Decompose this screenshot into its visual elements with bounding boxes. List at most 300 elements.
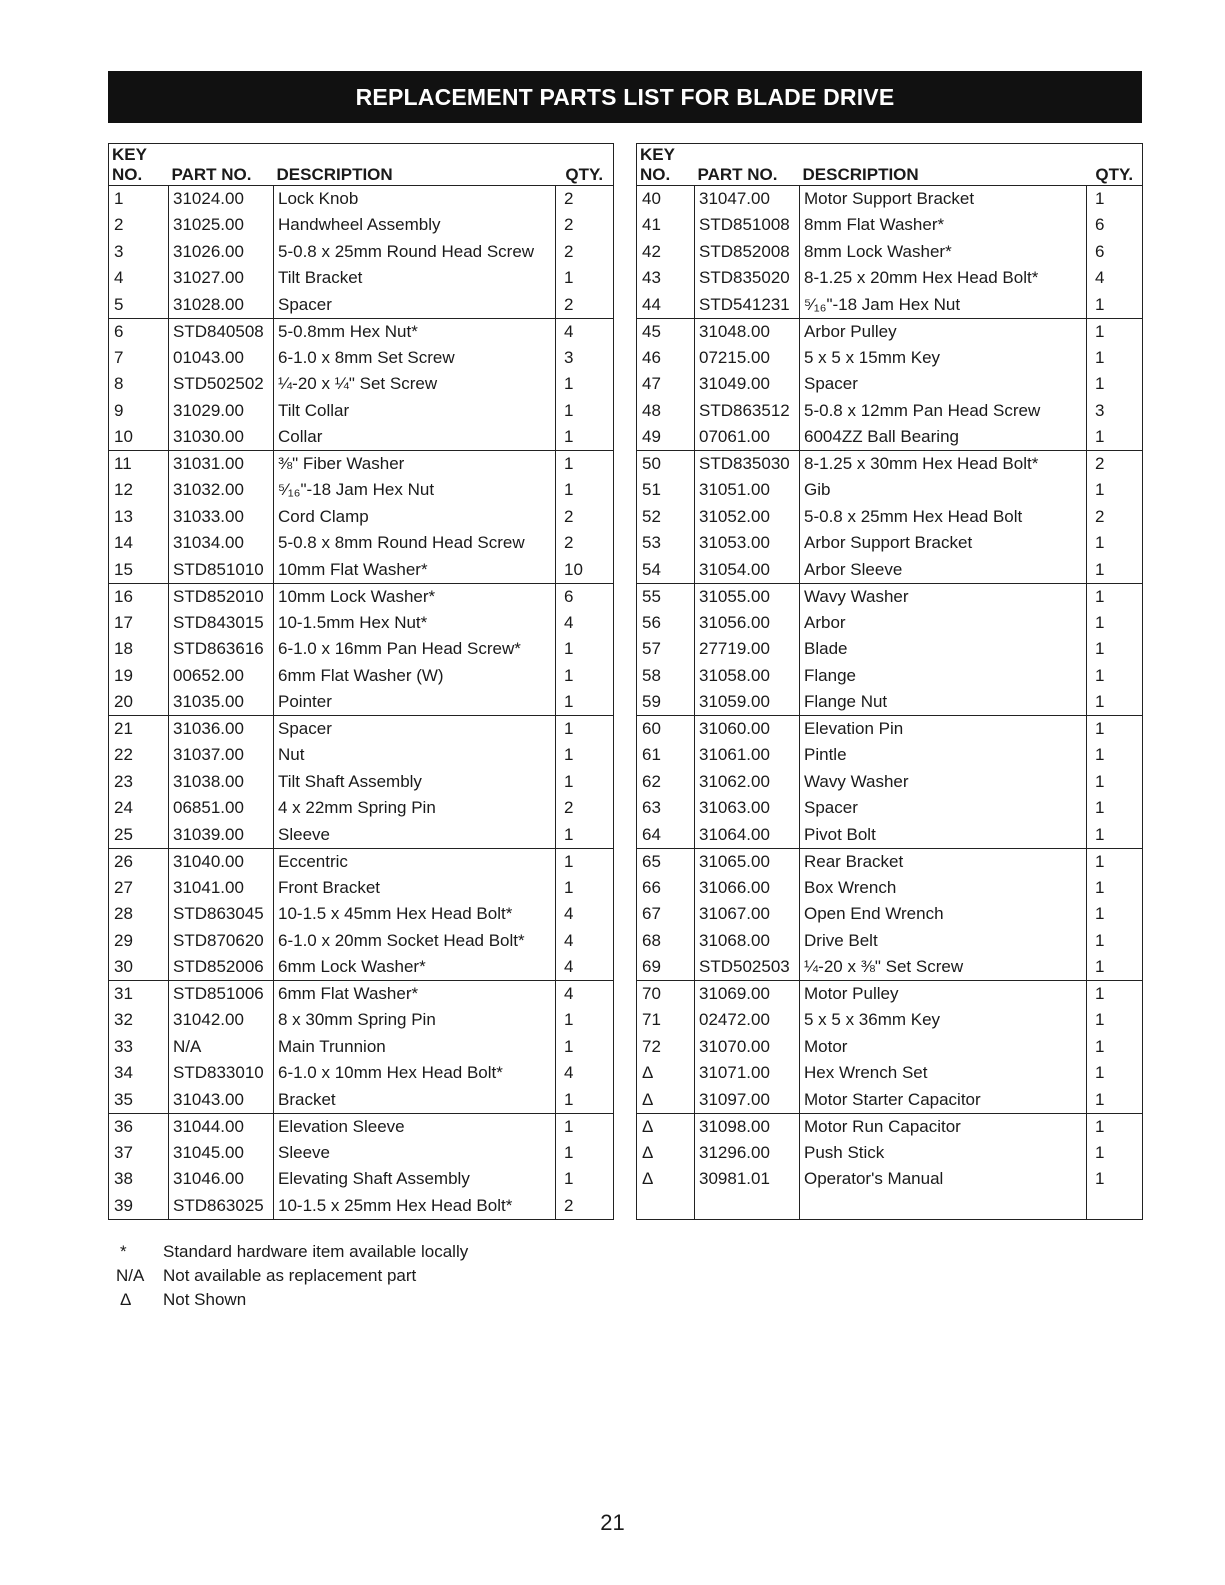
table-row — [109, 689, 614, 716]
part-no-cell: STD840508 — [169, 318, 274, 345]
part-no-cell: 31056.00 — [695, 610, 800, 637]
part-no-cell: STD852010 — [169, 583, 274, 610]
description-cell: Box Wrench — [800, 875, 1087, 902]
table-row — [109, 901, 614, 928]
legend — [116, 1240, 468, 1312]
description-cell: Main Trunnion — [274, 1034, 556, 1061]
part-no-cell: 31027.00 — [169, 265, 274, 292]
table-row — [109, 1060, 614, 1087]
qty-cell: 2 — [556, 1193, 614, 1220]
description-cell: Sleeve — [274, 822, 556, 849]
key-no-cell: 10 — [109, 424, 169, 451]
description-cell: Arbor Pulley — [800, 318, 1087, 345]
key-no-cell: 20 — [109, 689, 169, 716]
qty-cell: 1 — [1087, 186, 1143, 213]
key-no-cell: 4 — [109, 265, 169, 292]
table-row — [109, 557, 614, 584]
description-cell: 5-0.8 x 25mm Round Head Screw — [274, 239, 556, 266]
part-no-cell — [695, 1193, 800, 1220]
description-cell: Elevation Pin — [800, 716, 1087, 743]
key-no-cell: 22 — [109, 742, 169, 769]
parts-table-left — [108, 143, 614, 1220]
part-no-cell: STD502502 — [169, 371, 274, 398]
description-cell: 6004ZZ Ball Bearing — [800, 424, 1087, 451]
table-row — [637, 186, 1143, 213]
qty-cell: 4 — [556, 954, 614, 981]
key-no-cell: 44 — [637, 292, 695, 319]
key-no-cell: 6 — [109, 318, 169, 345]
part-no-cell: 00652.00 — [169, 663, 274, 690]
key-no-cell: Δ — [637, 1166, 695, 1193]
description-cell: 8mm Flat Washer* — [800, 212, 1087, 239]
description-cell: Pivot Bolt — [800, 822, 1087, 849]
part-no-cell: 31051.00 — [695, 477, 800, 504]
table-row — [109, 212, 614, 239]
key-no-cell: 43 — [637, 265, 695, 292]
part-no-cell: 02472.00 — [695, 1007, 800, 1034]
part-no-cell: 31038.00 — [169, 769, 274, 796]
qty-cell: 1 — [556, 742, 614, 769]
part-no-cell: 31071.00 — [695, 1060, 800, 1087]
key-no-cell: 5 — [109, 292, 169, 319]
qty-cell: 1 — [556, 1087, 614, 1114]
part-no-cell: N/A — [169, 1034, 274, 1061]
key-no-cell: 17 — [109, 610, 169, 637]
key-header-line1: KEY — [109, 144, 169, 165]
description-cell: Lock Knob — [274, 186, 556, 213]
description-cell: Elevating Shaft Assembly — [274, 1166, 556, 1193]
part-no-header: PART NO. — [695, 165, 800, 186]
description-header: DESCRIPTION — [800, 165, 1087, 186]
description-cell: 5-0.8 x 12mm Pan Head Screw — [800, 398, 1087, 425]
page-title: REPLACEMENT PARTS LIST FOR BLADE DRIVE — [355, 83, 895, 110]
part-no-cell: 31024.00 — [169, 186, 274, 213]
qty-cell: 1 — [556, 1034, 614, 1061]
description-cell: Pointer — [274, 689, 556, 716]
description-cell: Flange Nut — [800, 689, 1087, 716]
table-row — [109, 1113, 614, 1140]
page-title-banner — [108, 71, 1142, 123]
qty-cell: 1 — [556, 1113, 614, 1140]
qty-cell: 1 — [1087, 981, 1143, 1008]
key-no-cell: 51 — [637, 477, 695, 504]
part-no-cell: STD863512 — [695, 398, 800, 425]
key-no-cell: 64 — [637, 822, 695, 849]
key-no-cell: 14 — [109, 530, 169, 557]
qty-cell: 2 — [556, 530, 614, 557]
part-no-cell: 31039.00 — [169, 822, 274, 849]
table-row — [109, 848, 614, 875]
qty-cell: 1 — [1087, 610, 1143, 637]
part-no-cell: STD835030 — [695, 451, 800, 478]
part-no-cell: STD863616 — [169, 636, 274, 663]
key-no-cell: 56 — [637, 610, 695, 637]
part-no-cell: 31067.00 — [695, 901, 800, 928]
qty-cell: 1 — [556, 371, 614, 398]
part-no-cell: STD843015 — [169, 610, 274, 637]
qty-cell: 6 — [1087, 212, 1143, 239]
table-row — [637, 292, 1143, 319]
qty-cell: 1 — [556, 424, 614, 451]
description-cell: Flange — [800, 663, 1087, 690]
parts-rows-right — [637, 186, 1143, 1220]
qty-cell: 3 — [1087, 398, 1143, 425]
qty-cell: 1 — [556, 689, 614, 716]
qty-cell: 1 — [556, 663, 614, 690]
qty-cell: 2 — [556, 504, 614, 531]
part-no-cell: 31060.00 — [695, 716, 800, 743]
table-row — [109, 822, 614, 849]
description-cell: Motor Pulley — [800, 981, 1087, 1008]
part-no-cell: 31032.00 — [169, 477, 274, 504]
key-no-cell: 30 — [109, 954, 169, 981]
key-no-cell: 8 — [109, 371, 169, 398]
part-no-cell: 31043.00 — [169, 1087, 274, 1114]
qty-cell: 1 — [1087, 1060, 1143, 1087]
qty-header: QTY. — [1087, 165, 1143, 186]
table-row — [109, 663, 614, 690]
part-no-cell: 31049.00 — [695, 371, 800, 398]
key-no-cell: 23 — [109, 769, 169, 796]
key-no-cell: 29 — [109, 928, 169, 955]
qty-cell: 1 — [1087, 928, 1143, 955]
qty-cell: 1 — [1087, 477, 1143, 504]
key-no-cell: 52 — [637, 504, 695, 531]
table-row — [109, 292, 614, 319]
table-row — [637, 848, 1143, 875]
key-no-cell: 38 — [109, 1166, 169, 1193]
description-cell: Arbor Support Bracket — [800, 530, 1087, 557]
description-cell: 6-1.0 x 16mm Pan Head Screw* — [274, 636, 556, 663]
description-cell: Sleeve — [274, 1140, 556, 1167]
part-no-cell: 31070.00 — [695, 1034, 800, 1061]
table-row — [637, 504, 1143, 531]
key-no-cell: 67 — [637, 901, 695, 928]
qty-cell: 1 — [1087, 1034, 1143, 1061]
key-no-cell: 11 — [109, 451, 169, 478]
part-no-cell: 31035.00 — [169, 689, 274, 716]
qty-cell: 1 — [1087, 716, 1143, 743]
qty-cell: 1 — [556, 477, 614, 504]
qty-cell: 2 — [1087, 451, 1143, 478]
table-row — [637, 716, 1143, 743]
qty-cell: 1 — [1087, 557, 1143, 584]
qty-cell: 1 — [1087, 742, 1143, 769]
key-no-cell: 37 — [109, 1140, 169, 1167]
description-cell: Wavy Washer — [800, 769, 1087, 796]
key-header-line2: NO. — [109, 165, 169, 186]
part-no-cell: 31065.00 — [695, 848, 800, 875]
table-row — [637, 1087, 1143, 1114]
part-no-cell: 31029.00 — [169, 398, 274, 425]
table-row — [637, 689, 1143, 716]
description-cell: 8 x 30mm Spring Pin — [274, 1007, 556, 1034]
part-no-cell: STD852006 — [169, 954, 274, 981]
table-row — [109, 1007, 614, 1034]
key-header-line1: KEY — [637, 144, 695, 165]
key-no-cell: 3 — [109, 239, 169, 266]
table-row — [637, 557, 1143, 584]
table-row — [109, 1087, 614, 1114]
description-cell: 5-0.8mm Hex Nut* — [274, 318, 556, 345]
description-cell: Gib — [800, 477, 1087, 504]
qty-cell: 2 — [556, 795, 614, 822]
table-row — [637, 239, 1143, 266]
qty-cell: 1 — [1087, 1166, 1143, 1193]
description-cell — [800, 1193, 1087, 1220]
part-no-cell: 27719.00 — [695, 636, 800, 663]
table-row — [637, 451, 1143, 478]
qty-cell: 1 — [556, 636, 614, 663]
description-cell: 6mm Flat Washer (W) — [274, 663, 556, 690]
key-no-cell: 40 — [637, 186, 695, 213]
table-row — [109, 239, 614, 266]
description-cell: Tilt Shaft Assembly — [274, 769, 556, 796]
key-no-cell: 28 — [109, 901, 169, 928]
part-no-cell: 31052.00 — [695, 504, 800, 531]
table-row — [109, 716, 614, 743]
part-no-cell: 31055.00 — [695, 583, 800, 610]
description-cell: Spacer — [800, 795, 1087, 822]
description-cell: 6-1.0 x 10mm Hex Head Bolt* — [274, 1060, 556, 1087]
qty-cell: 1 — [1087, 636, 1143, 663]
qty-cell: 2 — [556, 186, 614, 213]
qty-cell: 1 — [556, 265, 614, 292]
description-cell: Spacer — [800, 371, 1087, 398]
description-cell: 10-1.5 x 45mm Hex Head Bolt* — [274, 901, 556, 928]
part-no-cell: STD502503 — [695, 954, 800, 981]
description-cell: Rear Bracket — [800, 848, 1087, 875]
key-no-cell: 55 — [637, 583, 695, 610]
description-cell: Motor Run Capacitor — [800, 1113, 1087, 1140]
table-row — [637, 610, 1143, 637]
legend-symbol: Δ — [120, 1290, 132, 1309]
table-row — [637, 981, 1143, 1008]
part-no-cell: 31031.00 — [169, 451, 274, 478]
key-no-cell: 35 — [109, 1087, 169, 1114]
description-cell: 8mm Lock Washer* — [800, 239, 1087, 266]
key-no-cell: 27 — [109, 875, 169, 902]
qty-cell: 1 — [1087, 371, 1143, 398]
table-row — [109, 451, 614, 478]
description-header: DESCRIPTION — [274, 165, 556, 186]
description-cell: 8-1.25 x 20mm Hex Head Bolt* — [800, 265, 1087, 292]
description-cell: Arbor — [800, 610, 1087, 637]
qty-cell: 1 — [1087, 292, 1143, 319]
part-no-cell: 07215.00 — [695, 345, 800, 372]
key-no-cell: 49 — [637, 424, 695, 451]
qty-cell: 4 — [1087, 265, 1143, 292]
key-no-cell: 24 — [109, 795, 169, 822]
legend-text: Not available as replacement part — [163, 1266, 417, 1285]
table-row — [109, 1034, 614, 1061]
part-no-cell: 31097.00 — [695, 1087, 800, 1114]
table-row — [109, 318, 614, 345]
part-no-cell: STD541231 — [695, 292, 800, 319]
qty-cell: 1 — [556, 716, 614, 743]
qty-cell: 1 — [1087, 769, 1143, 796]
table-row — [109, 795, 614, 822]
qty-cell: 1 — [1087, 663, 1143, 690]
key-no-cell: 60 — [637, 716, 695, 743]
table-row — [637, 769, 1143, 796]
table-row — [109, 424, 614, 451]
part-no-cell: 31042.00 — [169, 1007, 274, 1034]
key-no-cell: 50 — [637, 451, 695, 478]
qty-cell: 2 — [556, 292, 614, 319]
part-no-cell: 30981.01 — [695, 1166, 800, 1193]
table-row — [637, 1113, 1143, 1140]
qty-cell: 4 — [556, 318, 614, 345]
part-no-cell: 31061.00 — [695, 742, 800, 769]
description-cell: 10-1.5mm Hex Nut* — [274, 610, 556, 637]
key-no-cell: 70 — [637, 981, 695, 1008]
key-no-cell: 62 — [637, 769, 695, 796]
part-no-cell: 31033.00 — [169, 504, 274, 531]
qty-cell: 1 — [1087, 583, 1143, 610]
description-cell: 6-1.0 x 20mm Socket Head Bolt* — [274, 928, 556, 955]
description-cell: 6-1.0 x 8mm Set Screw — [274, 345, 556, 372]
key-no-cell: 26 — [109, 848, 169, 875]
description-cell: Nut — [274, 742, 556, 769]
part-no-cell: 31046.00 — [169, 1166, 274, 1193]
qty-cell: 4 — [556, 610, 614, 637]
part-no-cell: 31026.00 — [169, 239, 274, 266]
table-row — [637, 345, 1143, 372]
key-no-cell: 32 — [109, 1007, 169, 1034]
key-no-cell: 48 — [637, 398, 695, 425]
key-no-cell: 19 — [109, 663, 169, 690]
table-row — [109, 371, 614, 398]
legend-text: Not Shown — [163, 1290, 247, 1309]
table-row — [637, 795, 1143, 822]
key-no-cell: 1 — [109, 186, 169, 213]
part-no-cell: 31040.00 — [169, 848, 274, 875]
description-cell: Elevation Sleeve — [274, 1113, 556, 1140]
qty-cell: 1 — [556, 875, 614, 902]
qty-cell: 1 — [556, 398, 614, 425]
parts-rows-left — [109, 186, 614, 1220]
table-row — [109, 504, 614, 531]
key-no-cell: 13 — [109, 504, 169, 531]
key-no-cell: 65 — [637, 848, 695, 875]
description-cell: 5-0.8 x 8mm Round Head Screw — [274, 530, 556, 557]
part-no-cell: STD870620 — [169, 928, 274, 955]
table-row — [637, 265, 1143, 292]
description-cell: Front Bracket — [274, 875, 556, 902]
part-no-cell: 31069.00 — [695, 981, 800, 1008]
description-cell: ¼-20 x ⅜" Set Screw — [800, 954, 1087, 981]
key-no-cell: 63 — [637, 795, 695, 822]
qty-cell: 1 — [1087, 875, 1143, 902]
table-row — [109, 981, 614, 1008]
description-cell: ⅜" Fiber Washer — [274, 451, 556, 478]
part-no-cell: STD863025 — [169, 1193, 274, 1220]
qty-cell: 1 — [1087, 954, 1143, 981]
part-no-cell: 31053.00 — [695, 530, 800, 557]
table-row — [637, 398, 1143, 425]
description-cell: Motor — [800, 1034, 1087, 1061]
part-no-cell: STD863045 — [169, 901, 274, 928]
table-row — [109, 583, 614, 610]
qty-cell: 1 — [1087, 318, 1143, 345]
table-row — [109, 1166, 614, 1193]
key-no-cell: 61 — [637, 742, 695, 769]
table-row — [637, 318, 1143, 345]
qty-cell: 1 — [1087, 689, 1143, 716]
key-no-cell: Δ — [637, 1060, 695, 1087]
key-no-cell: Δ — [637, 1113, 695, 1140]
description-cell: Collar — [274, 424, 556, 451]
key-no-cell: 39 — [109, 1193, 169, 1220]
key-no-cell: 58 — [637, 663, 695, 690]
table-row — [637, 901, 1143, 928]
table-row — [109, 477, 614, 504]
part-no-cell: STD851006 — [169, 981, 274, 1008]
qty-cell: 1 — [1087, 1113, 1143, 1140]
table-row — [637, 1166, 1143, 1193]
description-cell: Wavy Washer — [800, 583, 1087, 610]
key-no-cell: 7 — [109, 345, 169, 372]
description-cell: ⁵⁄₁₆"-18 Jam Hex Nut — [274, 477, 556, 504]
table-row — [637, 875, 1143, 902]
qty-cell: 1 — [556, 451, 614, 478]
key-no-cell: 46 — [637, 345, 695, 372]
part-no-cell: 01043.00 — [169, 345, 274, 372]
description-cell: Arbor Sleeve — [800, 557, 1087, 584]
part-no-cell: 06851.00 — [169, 795, 274, 822]
page-number: 21 — [600, 1510, 625, 1535]
qty-cell: 1 — [1087, 1087, 1143, 1114]
table-row — [109, 954, 614, 981]
description-cell: ¼-20 x ¼" Set Screw — [274, 371, 556, 398]
qty-cell: 10 — [556, 557, 614, 584]
table-row — [637, 1193, 1143, 1220]
description-cell: Spacer — [274, 716, 556, 743]
table-row — [109, 398, 614, 425]
table-row — [637, 954, 1143, 981]
table-row — [637, 822, 1143, 849]
table-row — [109, 742, 614, 769]
description-cell: Pintle — [800, 742, 1087, 769]
description-cell: Push Stick — [800, 1140, 1087, 1167]
description-cell: Eccentric — [274, 848, 556, 875]
key-no-cell: 18 — [109, 636, 169, 663]
description-cell: Cord Clamp — [274, 504, 556, 531]
table-row — [109, 265, 614, 292]
part-no-cell: 31041.00 — [169, 875, 274, 902]
description-cell: 6mm Flat Washer* — [274, 981, 556, 1008]
legend-symbol: N/A — [116, 1266, 145, 1285]
description-cell: 10mm Flat Washer* — [274, 557, 556, 584]
part-no-cell: 31028.00 — [169, 292, 274, 319]
key-no-cell: 59 — [637, 689, 695, 716]
key-no-cell: 33 — [109, 1034, 169, 1061]
key-no-cell: 68 — [637, 928, 695, 955]
legend-item-not-available — [116, 1264, 468, 1288]
description-cell: Tilt Bracket — [274, 265, 556, 292]
key-no-cell: 71 — [637, 1007, 695, 1034]
key-no-cell: 36 — [109, 1113, 169, 1140]
part-no-cell: 31066.00 — [695, 875, 800, 902]
qty-cell: 4 — [556, 1060, 614, 1087]
key-no-cell: Δ — [637, 1140, 695, 1167]
key-no-cell: 2 — [109, 212, 169, 239]
key-no-cell: 25 — [109, 822, 169, 849]
legend-text: Standard hardware item available locally — [163, 1242, 469, 1261]
part-no-cell: 31047.00 — [695, 186, 800, 213]
table-row — [637, 1140, 1143, 1167]
